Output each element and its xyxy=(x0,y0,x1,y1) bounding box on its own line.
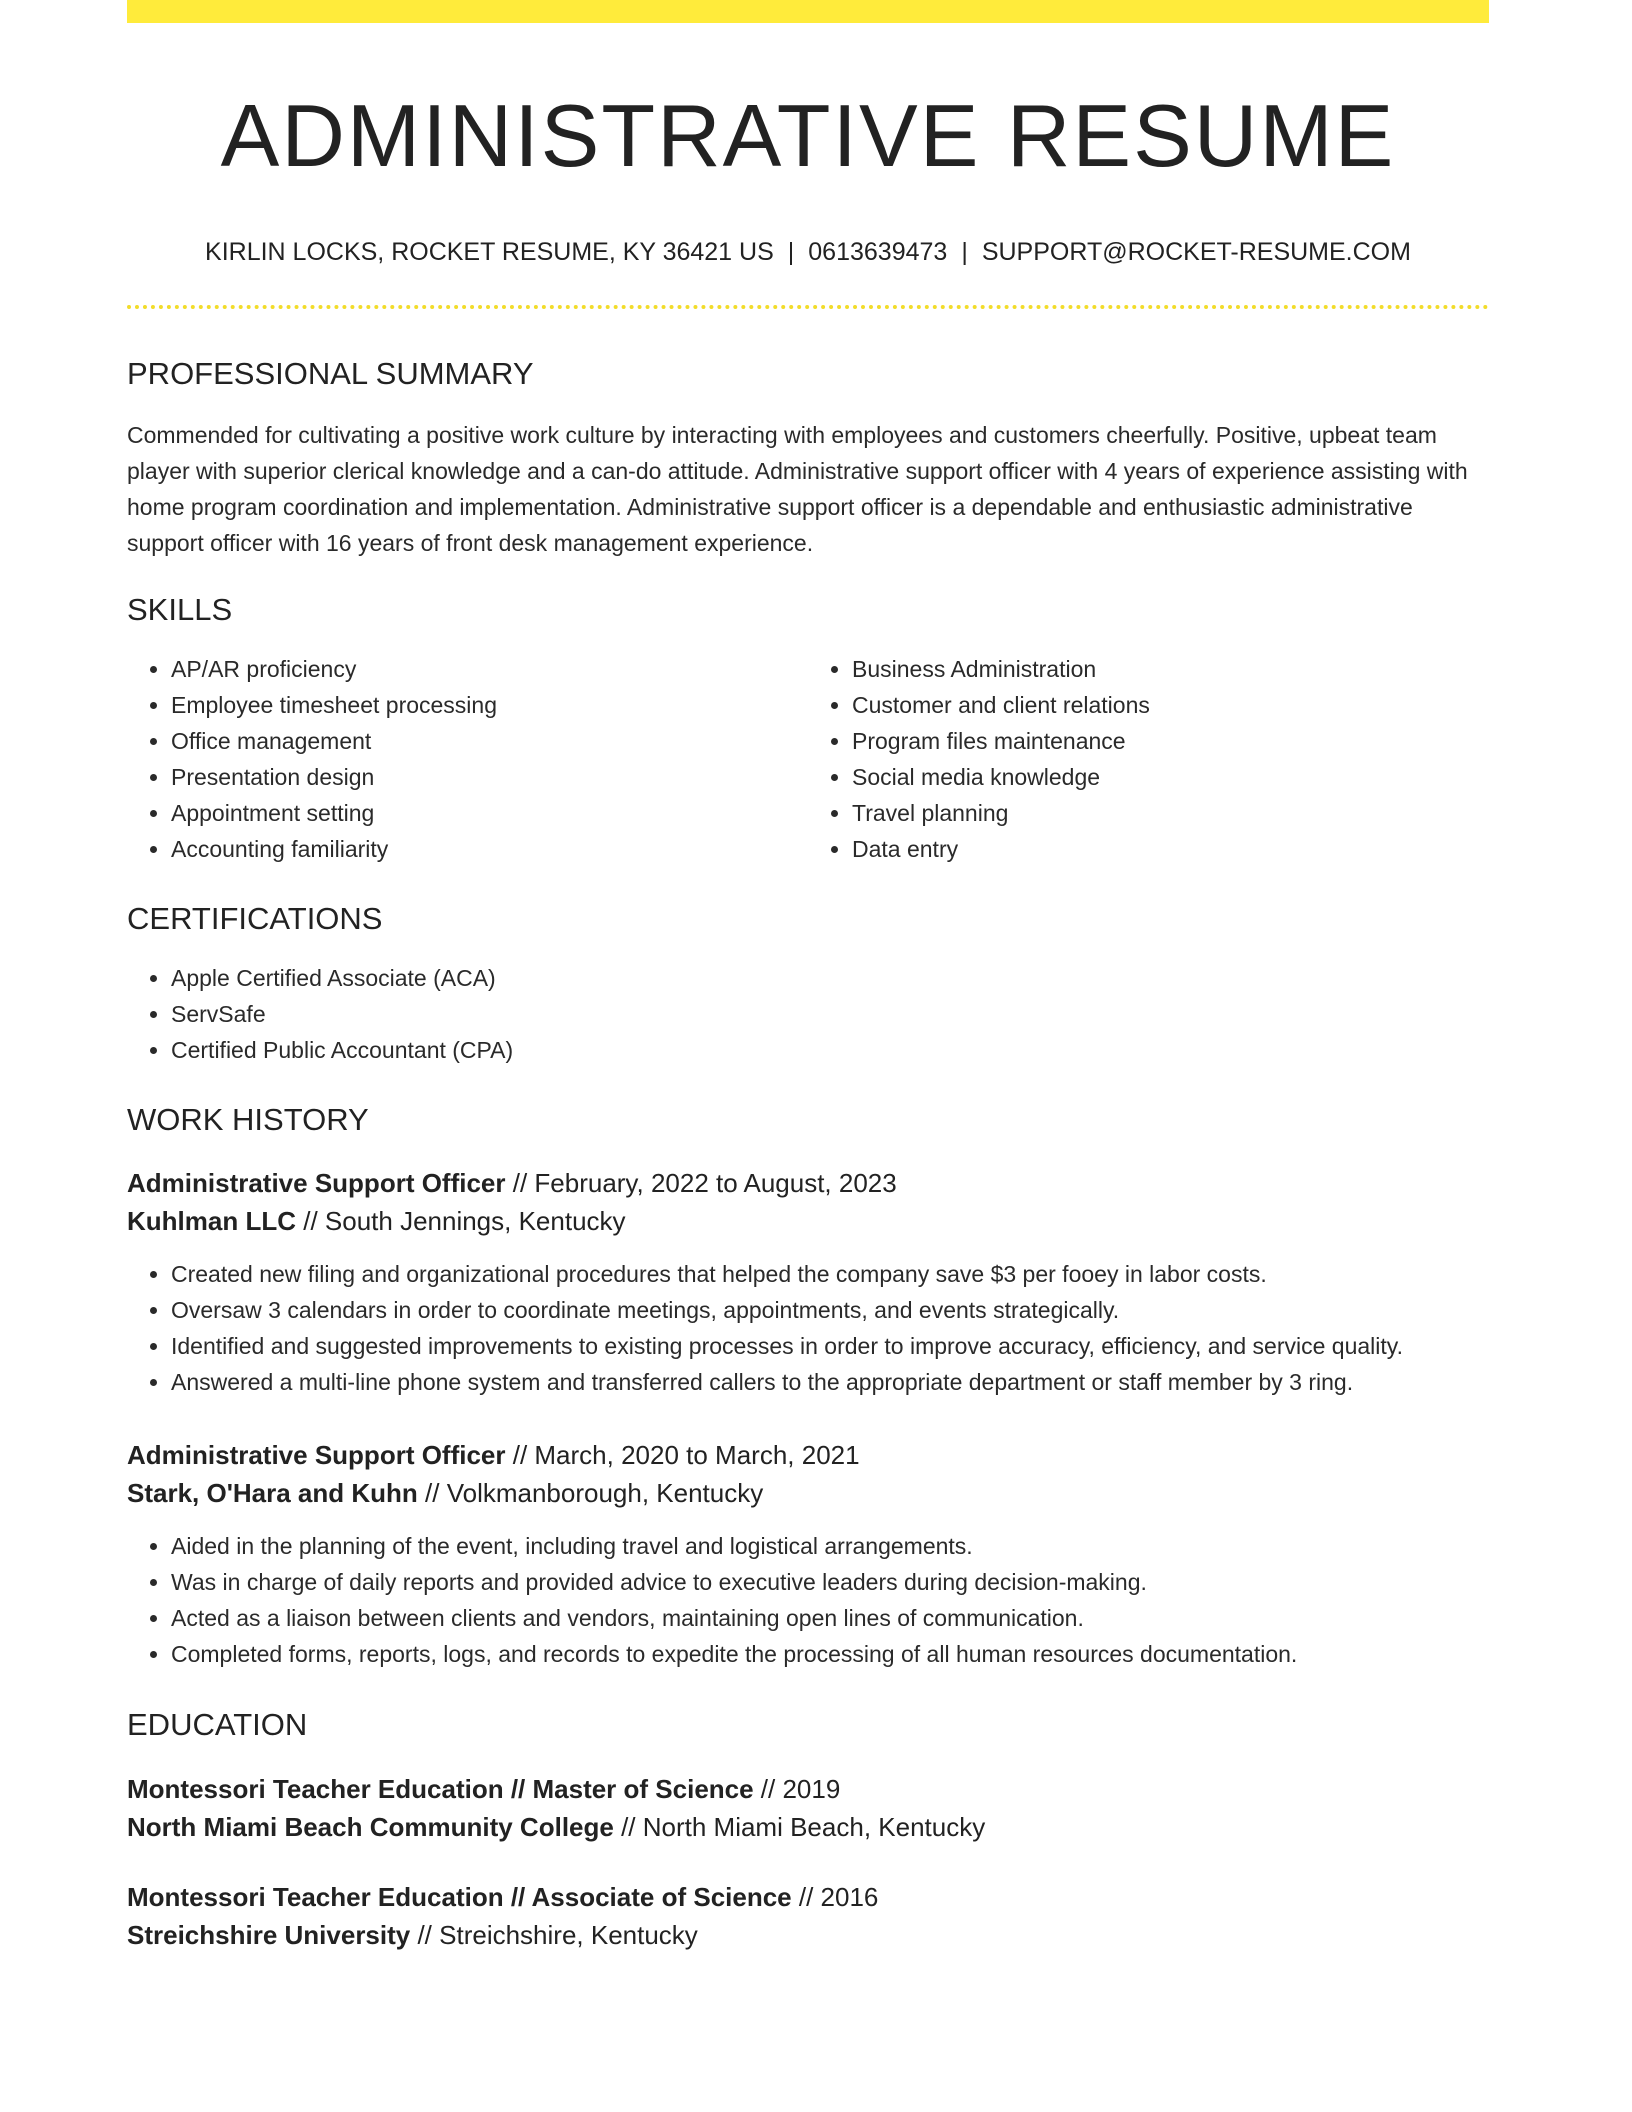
education-location: // North Miami Beach, Kentucky xyxy=(613,1811,986,1842)
skills-section xyxy=(127,591,1489,867)
section-heading: SKILLS xyxy=(127,591,233,627)
job-duty: • Answered a multi-line phone system and transferred callers to the appropriate department or staff member by 3 ring. xyxy=(171,1364,1489,1400)
skill-item: • AP/AR proficiency xyxy=(171,651,808,687)
education-school-line xyxy=(127,1916,1489,1954)
skill-item: • Accounting familiarity xyxy=(171,831,808,867)
job-duties-list xyxy=(127,1256,1489,1400)
section-heading: EDUCATION xyxy=(127,1707,308,1743)
work-history-section xyxy=(127,1101,1489,1672)
top-accent-bar xyxy=(127,0,1489,23)
job-duty: • Oversaw 3 calendars in order to coordinate meetings, appointments, and events strategically. xyxy=(171,1292,1489,1328)
resume-content xyxy=(127,0,1489,1954)
skill-item: • Social media knowledge xyxy=(852,759,1489,795)
skill-item: • Data entry xyxy=(852,831,1489,867)
job-duty: • Was in charge of daily reports and provided advice to executive leaders during decision-making. xyxy=(171,1564,1489,1600)
section-heading: WORK HISTORY xyxy=(127,1102,369,1138)
skill-item: • Appointment setting xyxy=(171,795,808,831)
job-company-line xyxy=(127,1474,1489,1512)
skill-item: • Customer and client relations xyxy=(852,687,1489,723)
education-entry xyxy=(127,1770,1489,1846)
education-degree-line xyxy=(127,1878,1489,1916)
summary-text: Commended for cultivating a positive work culture by interacting with employees and customers cheerfully. Positive, upbeat team player with superior clerical knowledge and a can-do attitude. Administrative support officer with 4 years of experience assisting with home program coordination and implementation. Administrative support officer is a dependable and enthusiastic administrative support officer with 16 years of front desk management experience. xyxy=(127,421,1468,556)
certification-item: • Apple Certified Associate (ACA) xyxy=(171,960,1489,996)
skills-list-left xyxy=(127,651,808,867)
job-entry xyxy=(127,1436,1489,1672)
job-company: Kuhlman LLC xyxy=(127,1206,296,1237)
contact-email: SUPPORT@ROCKET-RESUME.COM xyxy=(981,237,1411,266)
certification-item: • Certified Public Accountant (CPA) xyxy=(171,1032,1489,1068)
resume-title: ADMINISTRATIVE RESUME xyxy=(220,86,1396,185)
skill-item: • Employee timesheet processing xyxy=(171,687,808,723)
job-title: Administrative Support Officer xyxy=(127,1440,506,1471)
job-title-line xyxy=(127,1436,1489,1474)
job-title-line xyxy=(127,1164,1489,1202)
job-duty: • Acted as a liaison between clients and vendors, maintaining open lines of communication. xyxy=(171,1600,1489,1636)
education-year: // 2019 xyxy=(753,1773,841,1804)
education-degree: Montessori Teacher Education // Associate of Science xyxy=(127,1881,792,1912)
job-duty: • Aided in the planning of the event, including travel and logistical arrangements. xyxy=(171,1528,1489,1564)
education-degree-line xyxy=(127,1770,1489,1808)
job-entry xyxy=(127,1164,1489,1400)
job-location: // Volkmanborough, Kentucky xyxy=(417,1478,764,1509)
section-heading: CERTIFICATIONS xyxy=(127,900,383,936)
contact-separator: | xyxy=(787,237,795,266)
job-company-line xyxy=(127,1202,1489,1240)
job-duty: • Completed forms, reports, logs, and records to expedite the processing of all human resources documentation. xyxy=(171,1636,1489,1672)
professional-summary-section xyxy=(127,355,1489,561)
education-school-line xyxy=(127,1808,1489,1846)
job-dates: // March, 2020 to March, 2021 xyxy=(505,1440,860,1471)
skill-item: • Presentation design xyxy=(171,759,808,795)
certifications-list xyxy=(127,960,1489,1068)
certifications-section xyxy=(127,900,1489,1068)
education-section xyxy=(127,1706,1489,1953)
skill-item: • Business Administration xyxy=(852,651,1489,687)
education-year: // 2016 xyxy=(791,1881,879,1912)
job-duties-list xyxy=(127,1528,1489,1672)
job-location: // South Jennings, Kentucky xyxy=(296,1206,626,1237)
contact-phone: 0613639473 xyxy=(808,237,948,266)
job-company: Stark, O'Hara and Kuhn xyxy=(127,1478,418,1509)
certification-item: • ServSafe xyxy=(171,996,1489,1032)
contact-address: KIRLIN LOCKS, ROCKET RESUME, KY 36421 US xyxy=(205,237,774,266)
job-title: Administrative Support Officer xyxy=(127,1168,506,1199)
education-location: // Streichshire, Kentucky xyxy=(410,1919,698,1950)
job-dates: // February, 2022 to August, 2023 xyxy=(505,1168,897,1199)
header-divider xyxy=(127,305,1489,309)
skill-item: • Travel planning xyxy=(852,795,1489,831)
education-school: North Miami Beach Community College xyxy=(127,1811,614,1842)
job-duty: • Identified and suggested improvements to existing processes in order to improve accuracy, efficiency, and service quality. xyxy=(171,1328,1489,1364)
education-degree: Montessori Teacher Education // Master of Science xyxy=(127,1773,754,1804)
contact-separator: | xyxy=(961,237,968,266)
skills-list-right xyxy=(808,651,1489,867)
skill-item: • Program files maintenance xyxy=(852,723,1489,759)
contact-line xyxy=(127,237,1489,267)
education-entry xyxy=(127,1878,1489,1954)
skills-columns xyxy=(127,651,1489,867)
education-school: Streichshire University xyxy=(127,1919,411,1950)
job-duty: • Created new filing and organizational procedures that helped the company save $3 per fooey in labor costs. xyxy=(171,1256,1489,1292)
skill-item: • Office management xyxy=(171,723,808,759)
section-heading: PROFESSIONAL SUMMARY xyxy=(127,355,534,391)
